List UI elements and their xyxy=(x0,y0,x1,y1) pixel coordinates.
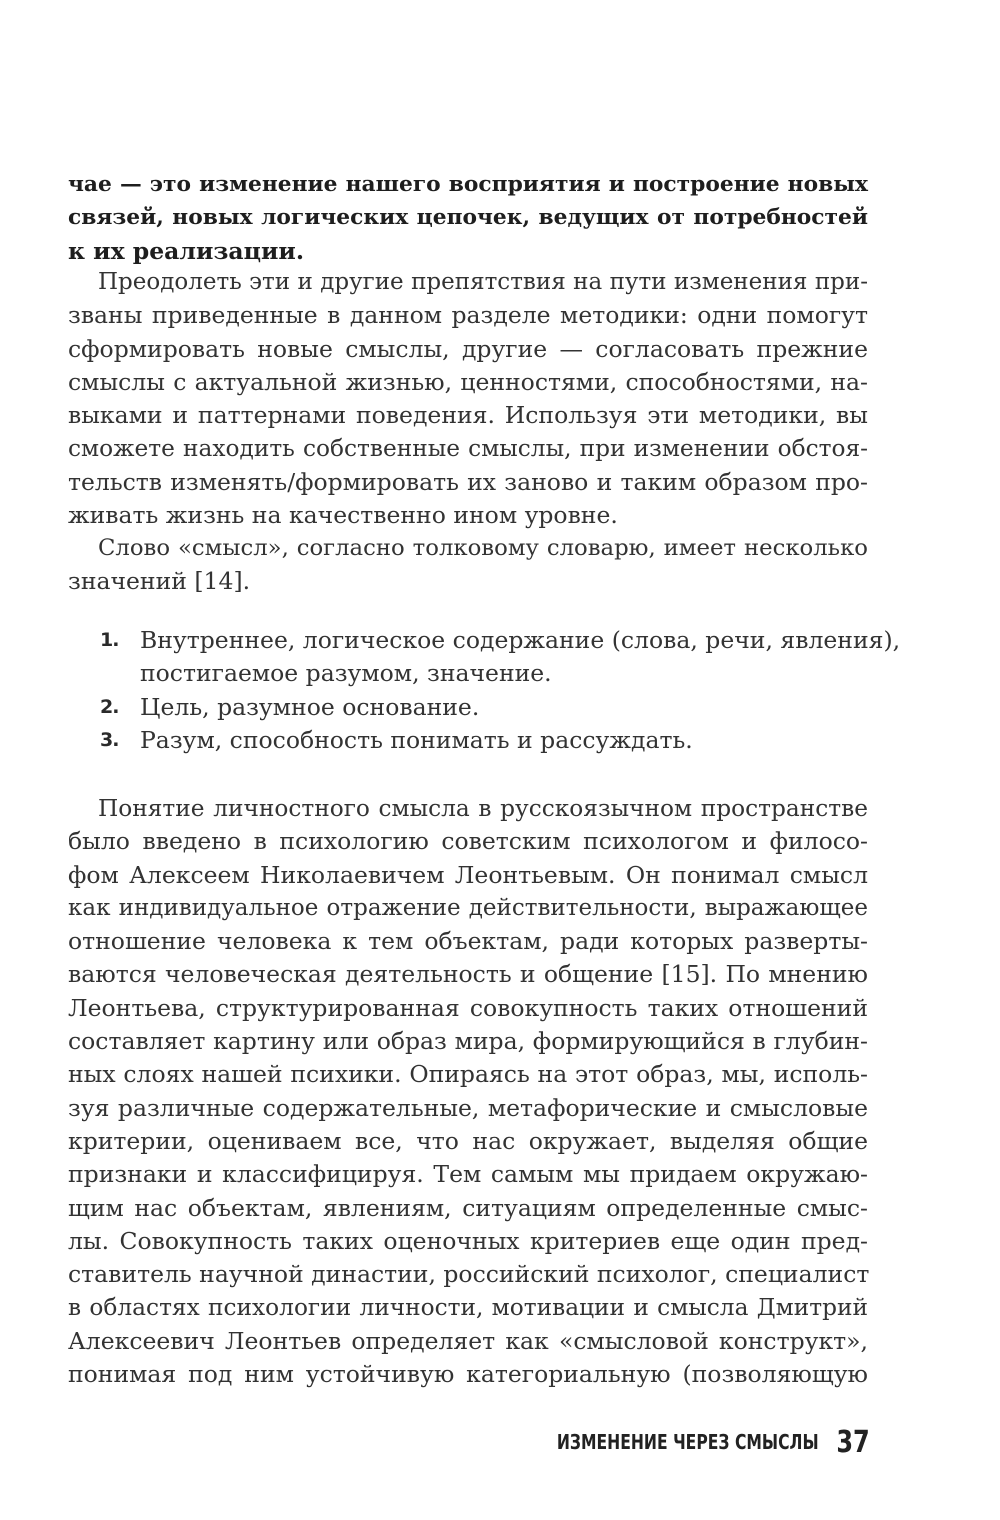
running-head: ИЗМЕНЕНИЕ ЧЕРЕЗ СМЫСЛЫ xyxy=(556,1430,819,1454)
text-line: Внутреннее, логическое содержание (слова, речи, явления), xyxy=(140,626,901,654)
text-line: отношение человека к тем объектам, ради которых разверты- xyxy=(68,927,868,956)
page-number: 37 xyxy=(836,1424,870,1460)
list-text xyxy=(140,691,870,724)
list-number: 3. xyxy=(100,728,119,751)
text-line: чае — это изменение нашего восприятия и построение новых xyxy=(68,172,868,197)
page-footer xyxy=(556,1422,870,1462)
text-line: значений [14]. xyxy=(68,567,251,596)
list-item xyxy=(100,724,870,757)
paragraph-3 xyxy=(68,792,868,1391)
text-line: смыслы с актуальной жизнью, ценностями, способностями, на- xyxy=(68,367,868,396)
paragraph-2 xyxy=(68,532,868,599)
text-line: живать жизнь на качественно ином уровне. xyxy=(68,501,618,530)
text-line: Разум, способность понимать и рассуждать. xyxy=(140,725,693,754)
bold-paragraph xyxy=(68,168,868,268)
text-line: тельств изменять/формировать их заново и таким образом про- xyxy=(68,467,868,496)
text-line: Понятие личностного смысла в русскоязычном пространстве xyxy=(98,795,868,822)
text-line: Слово «смысл», согласно толковому словарю, имеет несколько xyxy=(98,535,868,561)
text-line: понимая под ним устойчивую категориальную (позволяющую xyxy=(68,1360,868,1389)
text-line: было введено в психологию советским психологом и филосо- xyxy=(68,827,868,856)
paragraph-1 xyxy=(68,266,868,532)
text-line: как индивидуальное отражение действительности, выражающее xyxy=(68,894,868,921)
text-line: Преодолеть эти и другие препятствия на пути изменения при- xyxy=(98,269,868,295)
text-line: сформировать новые смыслы, другие — согласовать прежние xyxy=(68,334,868,363)
text-line: щим нас объектам, явлениям, ситуациям определенные смыс- xyxy=(68,1193,868,1222)
text-line: Леонтьева, структурированная совокупность таких отношений xyxy=(68,993,868,1022)
text-line: ных слоях нашей психики. Опираясь на этот образ, мы, исполь- xyxy=(68,1060,868,1089)
text-line: фом Алексеем Николаевичем Леонтьевым. Он понимал смысл xyxy=(68,860,868,889)
text-line: ставитель научной династии, российский психолог, специалист xyxy=(68,1260,870,1289)
text-line: лы. Совокупность таких оценочных критериев еще один пред- xyxy=(68,1226,868,1255)
text-line: сможете находить собственные смыслы, при изменении обстоя- xyxy=(68,435,868,463)
text-line: Алексеевич Леонтьев определяет как «смысловой конструкт», xyxy=(68,1326,868,1355)
text-line: выками и паттернами поведения. Используя эти методики, вы xyxy=(68,401,868,430)
text-line: составляет картину или образ мира, формирующийся в глубин- xyxy=(68,1027,868,1056)
list-number: 2. xyxy=(100,695,119,718)
list-item xyxy=(100,624,901,691)
text-line: связей, новых логических цепочек, ведущих от потребностей xyxy=(68,205,868,231)
text-line: в областях психологии личности, мотивации и смысла Дмитрий xyxy=(68,1294,868,1322)
list-text xyxy=(140,724,870,757)
text-line: критерии, оцениваем все, что нас окружает, выделяя общие xyxy=(68,1126,868,1155)
text-line: зуя различные содержательные, метафорические и смысловые xyxy=(68,1093,868,1122)
text-line: постигаемое разумом, значение. xyxy=(140,659,552,688)
text-line: Цель, разумное основание. xyxy=(140,692,480,721)
list-text xyxy=(140,624,900,691)
list-number: 1. xyxy=(100,629,119,651)
text-line: признаки и классифицируя. Тем самым мы придаем окружаю- xyxy=(68,1160,868,1189)
text-line: ваются человеческая деятельность и общение [15]. По мнению xyxy=(68,960,868,989)
text-line: к их реализации. xyxy=(68,236,305,265)
list-item xyxy=(100,691,870,724)
text-line: званы приведенные в данном разделе методики: одни помогут xyxy=(68,301,868,330)
definitions-list xyxy=(100,624,901,757)
